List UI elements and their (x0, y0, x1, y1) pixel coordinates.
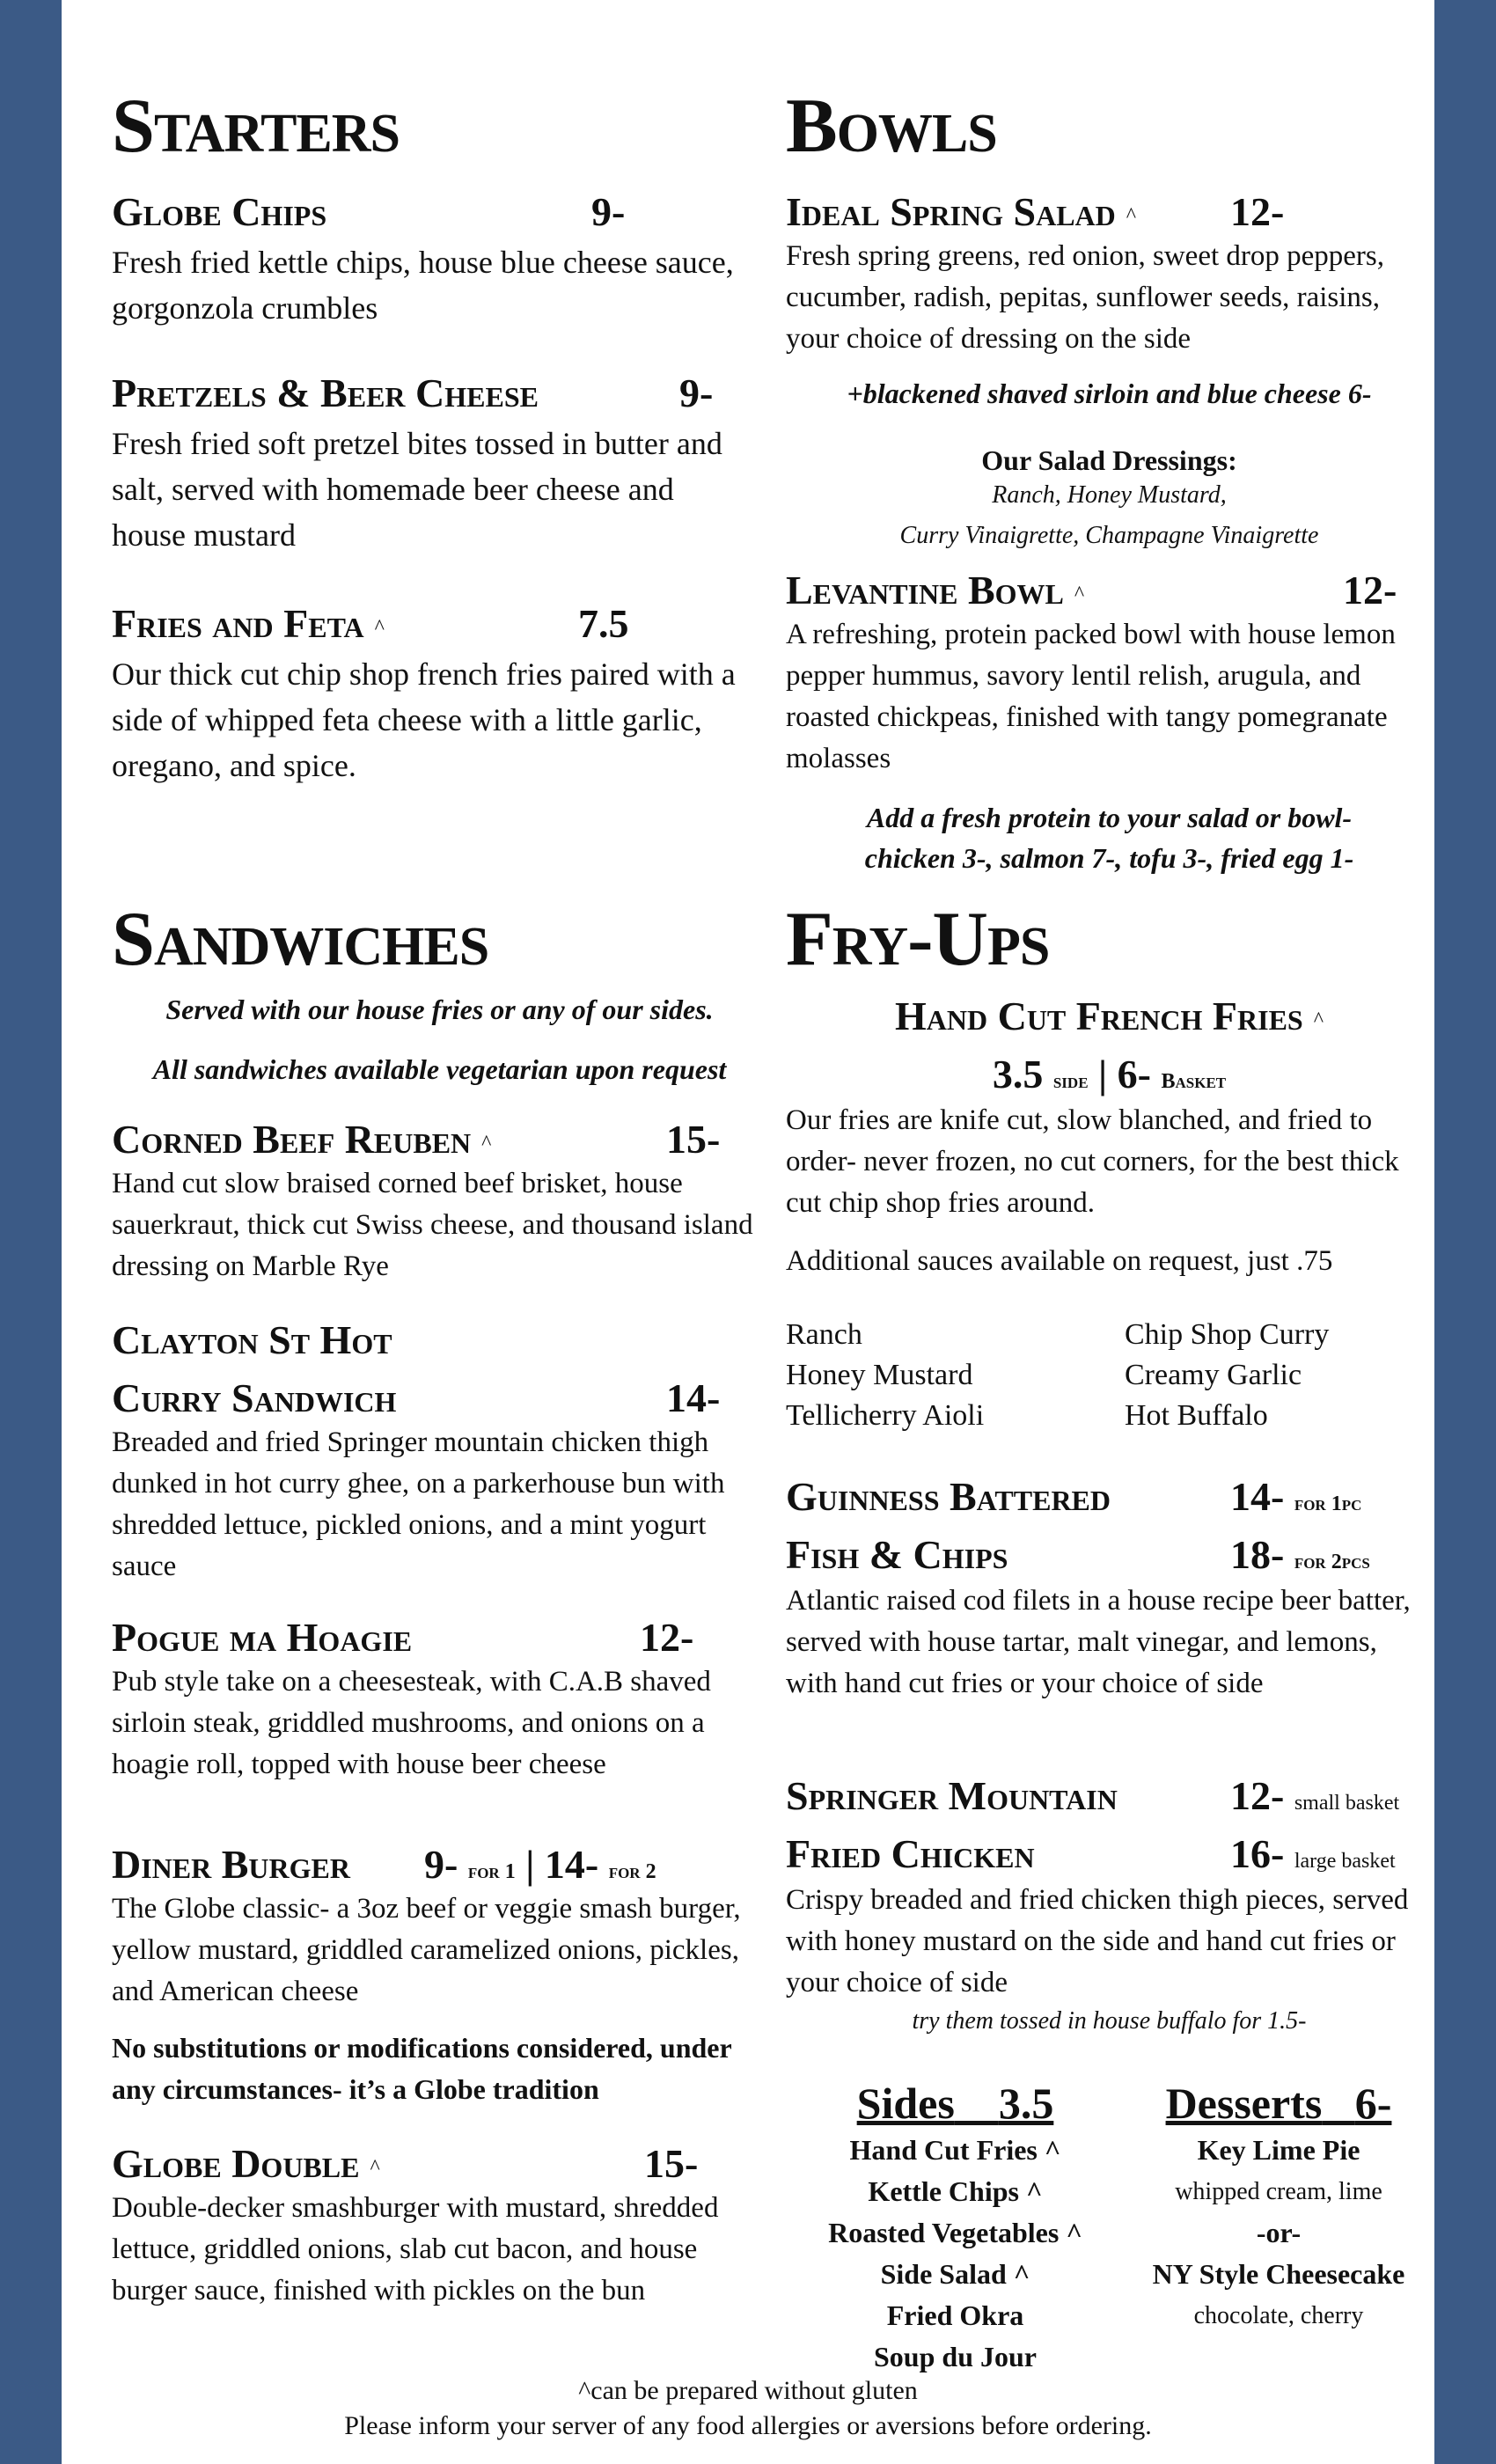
sandwiches-note-vegetarian: All sandwiches available vegetarian upon request (152, 1053, 727, 1085)
dessert-cheesecake: NY Style Cheesecake (1152, 2258, 1405, 2290)
globe-double-price: 15- (644, 2141, 699, 2186)
dressings-title: Our Salad Dressings: (981, 444, 1237, 476)
bowls-title: Bowls (786, 84, 997, 169)
dessert-key-lime: Key Lime Pie (1197, 2134, 1360, 2166)
fish-chips-price-1pc: 14- for 1pc (1230, 1474, 1362, 1519)
gluten-free-marker: ^ (481, 1132, 492, 1155)
dessert-or: -or- (1256, 2217, 1302, 2248)
curry-sandwich-name-line2: Curry Sandwich (112, 1375, 397, 1420)
spring-salad-name: Ideal Spring Salad ^ (786, 189, 1137, 234)
side-item: Kettle Chips ^ (868, 2175, 1043, 2207)
sandwiches-title: Sandwiches (112, 897, 489, 982)
sauce-item: Creamy Garlic (1125, 1359, 1302, 1391)
hoagie-price: 12- (640, 1615, 694, 1660)
sauce-item: Honey Mustard (786, 1359, 973, 1391)
pretzels-price: 9- (679, 370, 714, 415)
sauce-list-right (1125, 1315, 1329, 1436)
spring-salad-desc: Fresh spring greens, red onion, sweet drop peppers, cucumber, radish, pepitas, sunflower seeds, raisins, your choice of dressing on the side (786, 240, 1385, 355)
side-item: Soup du Jour (874, 2341, 1037, 2372)
reuben-name: Corned Beef Reuben ^ (112, 1117, 492, 1162)
side-item: Side Salad ^ (880, 2258, 1030, 2290)
curry-sandwich-desc: Breaded and fried Springer mountain chicken thigh dunked in hot curry ghee, on a parkerhouse bun with shredded lettuce, pickled onions, and a mint yogurt sauce (112, 1426, 725, 1582)
pretzels-name: Pretzels & Beer Cheese (112, 370, 539, 415)
fries-feta-desc: Our thick cut chip shop french fries paired with a side of whipped feta cheese with a little garlic, oregano, and spice. (112, 656, 736, 783)
sauce-item: Hot Buffalo (1125, 1399, 1268, 1432)
dressings-line1: Ranch, Honey Mustard, (992, 481, 1227, 509)
hoagie-desc: Pub style take on a cheesesteak, with C.A.B shaved sirloin steak, griddled mushrooms, and onions on a hoagie roll, topped with house beer cheese (112, 1666, 711, 1780)
dessert-cheesecake-desc: chocolate, cherry (1193, 2302, 1364, 2329)
levantine-bowl-desc: A refreshing, protein packed bowl with house lemon pepper hummus, savory lentil relish, arugula, and roasted chickpeas, finished with tangy pomegranate molasses (786, 619, 1396, 774)
curry-sandwich-name-line1: Clayton St Hot (112, 1317, 392, 1362)
protein-note-line2: chicken 3-, salmon 7-, tofu 3-, fried egg 1- (864, 842, 1354, 874)
reuben-desc: Hand cut slow braised corned beef brisket, house sauerkraut, thick cut Swiss cheese, and thousand island dressing on Marble Rye (112, 1168, 753, 1282)
side-item: Hand Cut Fries ^ (849, 2134, 1061, 2166)
fried-chicken-name-line1: Springer Mountain (786, 1773, 1118, 1818)
sauce-item: Tellicherry Aioli (786, 1399, 985, 1432)
fried-chicken-name-line2: Fried Chicken (786, 1831, 1035, 1876)
dessert-key-lime-desc: whipped cream, lime (1175, 2178, 1382, 2205)
fried-chicken-price-small: 12- small basket (1230, 1773, 1400, 1818)
footer-gluten-note: ^can be prepared without gluten (578, 2376, 918, 2405)
fries-feta-price: 7.5 (578, 601, 629, 646)
globe-chips-name: Globe Chips (112, 189, 327, 234)
sauces-note: Additional sauces available on request, just .75 (786, 1245, 1333, 1277)
side-item: Fried Okra (886, 2299, 1024, 2331)
hoagie-name: Pogue ma Hoagie (112, 1615, 413, 1660)
footer-allergy-note: Please inform your server of any food allergies or aversions before ordering. (344, 2411, 1152, 2440)
right-border-band (1434, 0, 1496, 2464)
french-fries-prices: 3.5 side | 6- Basket (992, 1052, 1227, 1096)
sauce-item: Chip Shop Curry (1125, 1318, 1330, 1351)
globe-chips-price: 9- (591, 189, 626, 234)
diner-burger-warning: No substitutions or modifications considered, under any circumstances- it’s a Globe tradition (112, 2032, 732, 2105)
sides-header: Sides 3.5 (856, 2079, 1054, 2128)
gluten-free-marker: ^ (1126, 204, 1137, 228)
sauce-list-left (786, 1315, 984, 1436)
spring-salad-addon: +blackened shaved sirloin and blue cheese 6- (847, 378, 1372, 409)
fried-chicken-note: try them tossed in house buffalo for 1.5- (912, 2007, 1307, 2035)
gluten-free-marker: ^ (370, 2156, 380, 2180)
spring-salad-price: 12- (1230, 189, 1285, 234)
dressings-line2: Curry Vinaigrette, Champagne Vinaigrette (899, 522, 1319, 549)
pretzels-desc: Fresh fried soft pretzel bites tossed in butter and salt, served with homemade beer cheese and house mustard (112, 426, 722, 553)
globe-chips-desc: Fresh fried kettle chips, house blue cheese sauce, gorgonzola crumbles (112, 245, 734, 326)
desserts-section (1125, 2077, 1433, 2336)
fryups-title: Fry-Ups (786, 897, 1050, 982)
gluten-free-marker: ^ (374, 616, 385, 640)
curry-sandwich-price: 14- (666, 1375, 721, 1420)
desserts-header: Desserts 6- (1165, 2079, 1392, 2128)
diner-burger-name: Diner Burger (112, 1842, 350, 1887)
gluten-free-marker: ^ (1313, 1008, 1324, 1032)
fried-chicken-price-large: 16- large basket (1230, 1831, 1396, 1876)
french-fries-name: Hand Cut French Fries ^ (894, 994, 1324, 1038)
fish-chips-desc: Atlantic raised cod filets in a house recipe beer batter, served with house tartar, malt vinegar, and lemons, with hand cut fries or your choice of side (786, 1585, 1411, 1699)
sauce-item: Ranch (786, 1318, 862, 1351)
sides-list (786, 2130, 1125, 2378)
globe-double-name: Globe Double ^ (112, 2141, 380, 2186)
sandwiches-note-sides: Served with our house fries or any of our sides. (165, 994, 714, 1025)
fish-chips-name-line2: Fish & Chips (786, 1532, 1008, 1577)
gluten-free-marker: ^ (1074, 583, 1085, 606)
sides-section (786, 2077, 1125, 2378)
side-item: Roasted Vegetables ^ (828, 2217, 1082, 2248)
fish-chips-price-2pcs: 18- for 2pcs (1230, 1532, 1370, 1577)
levantine-bowl-price: 12- (1343, 568, 1397, 612)
protein-note-line1: Add a fresh protein to your salad or bowl- (866, 802, 1353, 833)
starters-title: Starters (112, 84, 400, 169)
left-border-band (0, 0, 62, 2464)
diner-burger-prices: 9- for 1 | 14- for 2 (424, 1842, 656, 1887)
fried-chicken-desc: Crispy breaded and fried chicken thigh pieces, served with honey mustard on the side and hand cut fries or your choice of side (786, 1884, 1409, 1998)
reuben-price: 15- (666, 1117, 721, 1162)
levantine-bowl-name: Levantine Bowl ^ (786, 568, 1085, 612)
globe-double-desc: Double-decker smashburger with mustard, shredded lettuce, griddled onions, slab cut bacon, and house burger sauce, finished with pickles on the bun (112, 2192, 719, 2306)
french-fries-desc: Our fries are knife cut, slow blanched, and fried to order- never frozen, no cut corners, for the best thick cut chip shop fries around. (786, 1104, 1399, 1219)
fish-chips-name-line1: Guinness Battered (786, 1474, 1111, 1519)
fries-feta-name: Fries and Feta ^ (112, 601, 385, 646)
diner-burger-desc: The Globe classic- a 3oz beef or veggie smash burger, yellow mustard, griddled caramelized onions, pickles, and American cheese (112, 1893, 741, 2007)
